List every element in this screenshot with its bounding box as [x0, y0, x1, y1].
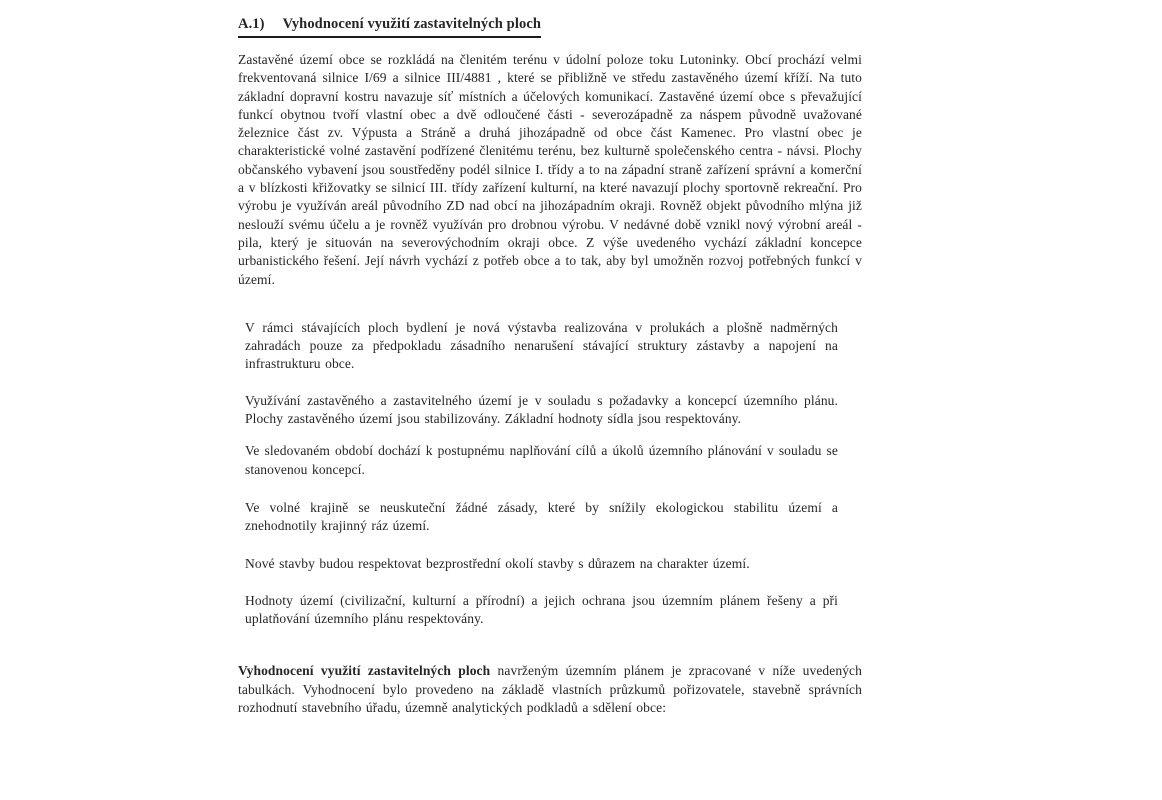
paragraph-open-landscape: Ve volné krajině se neuskuteční žádné zásady, které by snížily ekologickou stabilitu území a znehodnotily krajinný ráz území.	[245, 499, 838, 534]
paragraph-new-buildings: Nové stavby budou respektovat bezprostřední okolí stavby s důrazem na charakter území.	[245, 555, 750, 571]
section-number: A.1)	[238, 16, 265, 32]
paragraph-planning-goals: Ve sledovaném období dochází k postupnému naplňování cílů a úkolů územního plánování v souladu se stanovenou koncepcí.	[245, 443, 838, 477]
section-heading	[238, 14, 862, 38]
paragraph-land-use-compliance: Využívání zastavěného a zastavitelného území je v souladu s požadavky a koncepcí územního plánu. Plochy zastavěného území jsou stabilizovány. Základní hodnoty sídla jsou respektovány.	[245, 392, 838, 427]
paragraph-housing-infill: V rámci stávajících ploch bydlení je nová výstavba realizována v prolukách a plošně nadměrných zahradách pouze za předpokladu zásadního nenarušení stávající struktury zástavby a napojení na infrastrukturu obce.	[245, 319, 838, 372]
paragraph-territory-values: Hodnoty území (civilizační, kulturní a přírodní) a jejich ochrana jsou územním plánem řešeny a při uplatňování územního plánu respektovány.	[245, 592, 838, 627]
paragraph-urban-structure: Zastavěné území obce se rozkládá na členitém terénu v údolní poloze toku Lutoninky. Obcí prochází velmi frekventovaná silnice I/69 a silnice III/4881 , které se přibližně ve středu zastavěného území kříží. Na tuto základní dopravní kostru navazuje síť místních a účelových komunikací. Zastavěné území obce s převažující funkcí obytnou tvoří vlastní obec a dvě odloučené části - severozápadně za náspem původně uvažované železnice část zv. Výpusta a Stráně a druhá jihozápadně od obce část Kamenec. Pro vlastní obec je charakteristické volné zastavění podřízené členitému terénu, bez kulturně společenského centra - návsi. Plochy občanského vybavení jsou soustředěny podél silnice I. třídy a to na západní straně zařízení správní a komerční a v blízkosti křižovatky se silnicí III. třídy zařízení kulturní, na které navazují plochy sportovně rekreační. Pro výrobu je využíván areál původního ZD nad obcí na jihozápadním okraji. Rovněž objekt původního mlýna již neslouží svému účelu a je rovněž využíván pro drobnou výrobu. V nedávné době vznikl nový výrobní areál - pila, který je situován na severovýchodním okraji obce. Z výše uvedeného vychází základní koncepce urbanistického řešení. Její návrh vychází z potřeb obce a to tak, aby byl umožněn rozvoj potřebných funkcí v území.	[238, 52, 862, 287]
section-heading-underline	[238, 14, 541, 38]
paragraph-evaluation-intro	[238, 662, 862, 717]
paragraph-evaluation-lead: Vyhodnocení využití zastavitelných ploch	[238, 663, 491, 679]
document-content	[238, 14, 862, 717]
section-title: Vyhodnocení využití zastavitelných ploch	[282, 16, 542, 32]
paragraph-evaluation-rest: navrženým územním plánem je zpracované v níže uvedených tabulkách. Vyhodnocení bylo provedeno na základě vlastních průzkumů pořizovatele, stavebně správních rozhodnutí stavebního úřadu, územně analytických podkladů a sdělení obce:	[238, 663, 863, 716]
